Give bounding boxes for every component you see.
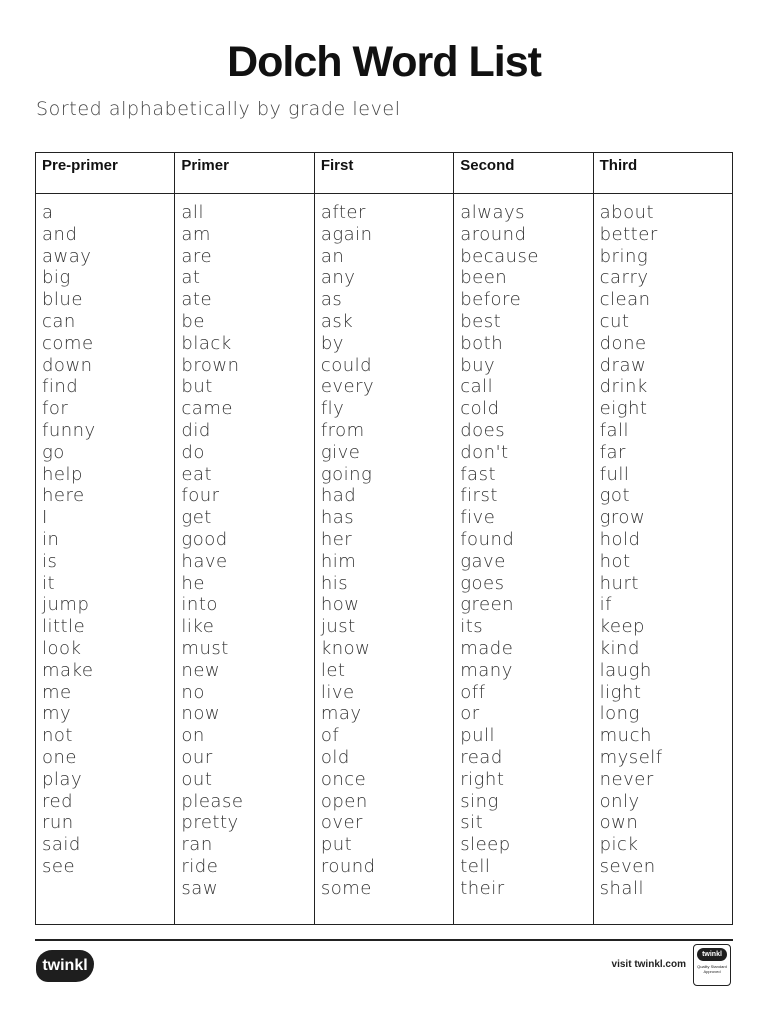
- word-item: on: [181, 725, 205, 747]
- word-item: but: [181, 376, 213, 398]
- twinkl-logo-icon: twinkl: [36, 950, 94, 982]
- word-item: many: [460, 659, 513, 681]
- word-item: as: [320, 289, 343, 311]
- word-item: one: [42, 746, 77, 768]
- word-item: full: [599, 463, 630, 485]
- word-item: green: [460, 594, 515, 616]
- word-item: own: [599, 812, 639, 834]
- column-heading: Third: [594, 153, 732, 194]
- word-item: fly: [320, 398, 345, 420]
- word-item: made: [460, 637, 514, 659]
- word-item: laugh: [599, 659, 652, 681]
- word-item: no: [181, 681, 205, 703]
- dolch-word-table: [35, 152, 733, 925]
- word-item: into: [181, 594, 218, 616]
- word-item: an: [320, 245, 345, 267]
- word-item: make: [42, 659, 94, 681]
- word-item: fall: [599, 419, 629, 441]
- word-item: away: [42, 245, 92, 267]
- word-item: play: [42, 768, 83, 790]
- word-item: had: [320, 485, 357, 507]
- word-item: know: [320, 637, 371, 659]
- column-second: [453, 153, 592, 924]
- word-item: keep: [599, 616, 645, 638]
- word-item: here: [42, 485, 85, 507]
- word-item: saw: [181, 877, 219, 899]
- word-item: big: [42, 267, 71, 289]
- word-item: how: [320, 594, 360, 616]
- badge-logo: twinkl: [697, 948, 727, 961]
- word-item: call: [460, 376, 494, 398]
- word-item: sleep: [460, 834, 511, 856]
- word-item: now: [181, 703, 221, 725]
- footer-divider: [35, 939, 733, 941]
- word-item: look: [42, 637, 82, 659]
- word-item: long: [599, 703, 640, 725]
- word-item: much: [599, 725, 652, 747]
- word-item: ate: [181, 289, 213, 311]
- word-item: don't: [460, 441, 509, 463]
- word-item: better: [599, 223, 658, 245]
- word-item: kind: [599, 637, 640, 659]
- word-item: about: [599, 202, 655, 223]
- word-item: goes: [460, 572, 505, 594]
- word-item: ask: [320, 310, 354, 332]
- word-item: get: [181, 507, 212, 529]
- column-pre-primer: [36, 153, 174, 924]
- word-item: grow: [599, 507, 646, 529]
- word-item: just: [320, 616, 356, 638]
- word-item: light: [599, 681, 642, 703]
- word-item: hold: [599, 528, 641, 550]
- word-item: from: [320, 419, 365, 441]
- word-item: little: [42, 616, 86, 638]
- word-item: tell: [460, 855, 491, 877]
- word-item: its: [460, 616, 484, 638]
- word-item: like: [181, 616, 215, 638]
- word-item: before: [460, 289, 522, 311]
- word-item: did: [181, 419, 211, 441]
- word-item: never: [599, 768, 654, 790]
- word-item: bring: [599, 245, 649, 267]
- page-subtitle: Sorted alphabetically by grade level: [36, 98, 401, 120]
- word-item: out: [181, 768, 213, 790]
- word-item: in: [42, 528, 60, 550]
- word-item: help: [42, 463, 83, 485]
- word-item: cut: [599, 310, 630, 332]
- word-item: got: [599, 485, 630, 507]
- visit-link[interactable]: visit twinkl.com: [611, 959, 686, 970]
- word-item: first: [460, 485, 498, 507]
- word-item: go: [42, 441, 65, 463]
- word-item: be: [181, 310, 205, 332]
- word-item: good: [181, 528, 228, 550]
- word-item: can: [42, 310, 76, 332]
- word-item: are: [181, 245, 213, 267]
- word-item: if: [599, 594, 612, 616]
- word-item: have: [181, 550, 228, 572]
- word-item: done: [599, 332, 647, 354]
- word-item: old: [320, 746, 350, 768]
- word-item: right: [460, 768, 505, 790]
- word-item: is: [42, 550, 58, 572]
- word-item: myself: [599, 746, 663, 768]
- word-item: their: [460, 877, 505, 899]
- word-item: all: [181, 202, 204, 223]
- word-item: only: [599, 790, 640, 812]
- word-item: must: [181, 637, 229, 659]
- quality-standard-badge-icon: [693, 944, 731, 986]
- word-item: drink: [599, 376, 648, 398]
- word-item: his: [320, 572, 349, 594]
- word-item: pretty: [181, 812, 239, 834]
- word-item: buy: [460, 354, 496, 376]
- word-item: by: [320, 332, 344, 354]
- word-item: draw: [599, 354, 647, 376]
- word-item: gave: [460, 550, 506, 572]
- column-heading: Primer: [175, 153, 313, 194]
- word-item: four: [181, 485, 220, 507]
- word-item: clean: [599, 289, 651, 311]
- word-item: come: [42, 332, 94, 354]
- word-item: far: [599, 441, 626, 463]
- word-item: am: [181, 223, 211, 245]
- word-item: both: [460, 332, 504, 354]
- word-item: could: [320, 354, 373, 376]
- word-list: [454, 194, 592, 900]
- word-item: any: [320, 267, 356, 289]
- word-item: I: [42, 507, 48, 529]
- word-item: came: [181, 398, 233, 420]
- word-item: sing: [460, 790, 499, 812]
- page-title: Dolch Word List: [227, 38, 541, 86]
- word-item: once: [320, 768, 367, 790]
- word-item: fast: [460, 463, 497, 485]
- column-first: [314, 153, 453, 924]
- word-item: for: [42, 398, 69, 420]
- word-item: at: [181, 267, 201, 289]
- word-item: after: [320, 202, 366, 223]
- word-item: pick: [599, 834, 639, 856]
- word-item: our: [181, 746, 213, 768]
- word-item: ride: [181, 855, 219, 877]
- word-item: best: [460, 310, 502, 332]
- word-item: off: [460, 681, 486, 703]
- word-item: of: [320, 725, 340, 747]
- word-item: round: [320, 855, 376, 877]
- column-heading: Second: [454, 153, 592, 194]
- word-item: read: [460, 746, 503, 768]
- word-item: my: [42, 703, 72, 725]
- word-item: around: [460, 223, 527, 245]
- column-third: [593, 153, 732, 924]
- word-item: live: [320, 681, 355, 703]
- word-item: over: [320, 812, 363, 834]
- word-item: cold: [460, 398, 500, 420]
- word-item: new: [181, 659, 221, 681]
- word-item: her: [320, 528, 353, 550]
- word-item: not: [42, 725, 73, 747]
- word-item: open: [320, 790, 368, 812]
- word-item: carry: [599, 267, 649, 289]
- word-item: ran: [181, 834, 213, 856]
- word-item: has: [320, 507, 355, 529]
- word-item: down: [42, 354, 93, 376]
- word-item: found: [460, 528, 515, 550]
- word-item: seven: [599, 855, 656, 877]
- word-item: may: [320, 703, 362, 725]
- word-item: because: [460, 245, 540, 267]
- column-primer: [174, 153, 313, 924]
- word-item: me: [42, 681, 72, 703]
- word-item: does: [460, 419, 506, 441]
- column-heading: First: [315, 153, 453, 194]
- word-list: [594, 194, 732, 900]
- word-item: hot: [599, 550, 631, 572]
- word-item: five: [460, 507, 496, 529]
- word-item: hurt: [599, 572, 639, 594]
- word-item: give: [320, 441, 361, 463]
- word-item: always: [460, 202, 526, 223]
- word-item: see: [42, 855, 76, 877]
- column-heading: Pre-primer: [36, 153, 174, 194]
- word-item: do: [181, 441, 205, 463]
- word-item: pull: [460, 725, 496, 747]
- word-list: [175, 194, 313, 900]
- word-list: [315, 194, 453, 900]
- word-item: been: [460, 267, 508, 289]
- word-item: he: [181, 572, 205, 594]
- word-item: it: [42, 572, 56, 594]
- word-item: find: [42, 376, 79, 398]
- word-item: red: [42, 790, 74, 812]
- word-item: eat: [181, 463, 213, 485]
- word-item: or: [460, 703, 480, 725]
- word-item: put: [320, 834, 353, 856]
- word-item: blue: [42, 289, 83, 311]
- word-item: said: [42, 834, 81, 856]
- word-item: and: [42, 223, 78, 245]
- word-list: [36, 194, 174, 878]
- word-item: let: [320, 659, 346, 681]
- badge-text: Quality Standard Approved: [697, 964, 727, 974]
- word-item: eight: [599, 398, 648, 420]
- word-item: again: [320, 223, 373, 245]
- word-item: shall: [599, 877, 644, 899]
- word-item: some: [320, 877, 372, 899]
- word-item: sit: [460, 812, 484, 834]
- word-item: black: [181, 332, 232, 354]
- word-item: please: [181, 790, 244, 812]
- word-item: every: [320, 376, 375, 398]
- word-item: funny: [42, 419, 96, 441]
- word-item: jump: [42, 594, 90, 616]
- word-item: him: [320, 550, 357, 572]
- word-item: brown: [181, 354, 240, 376]
- word-item: going: [320, 463, 373, 485]
- word-item: a: [42, 202, 54, 223]
- word-item: run: [42, 812, 74, 834]
